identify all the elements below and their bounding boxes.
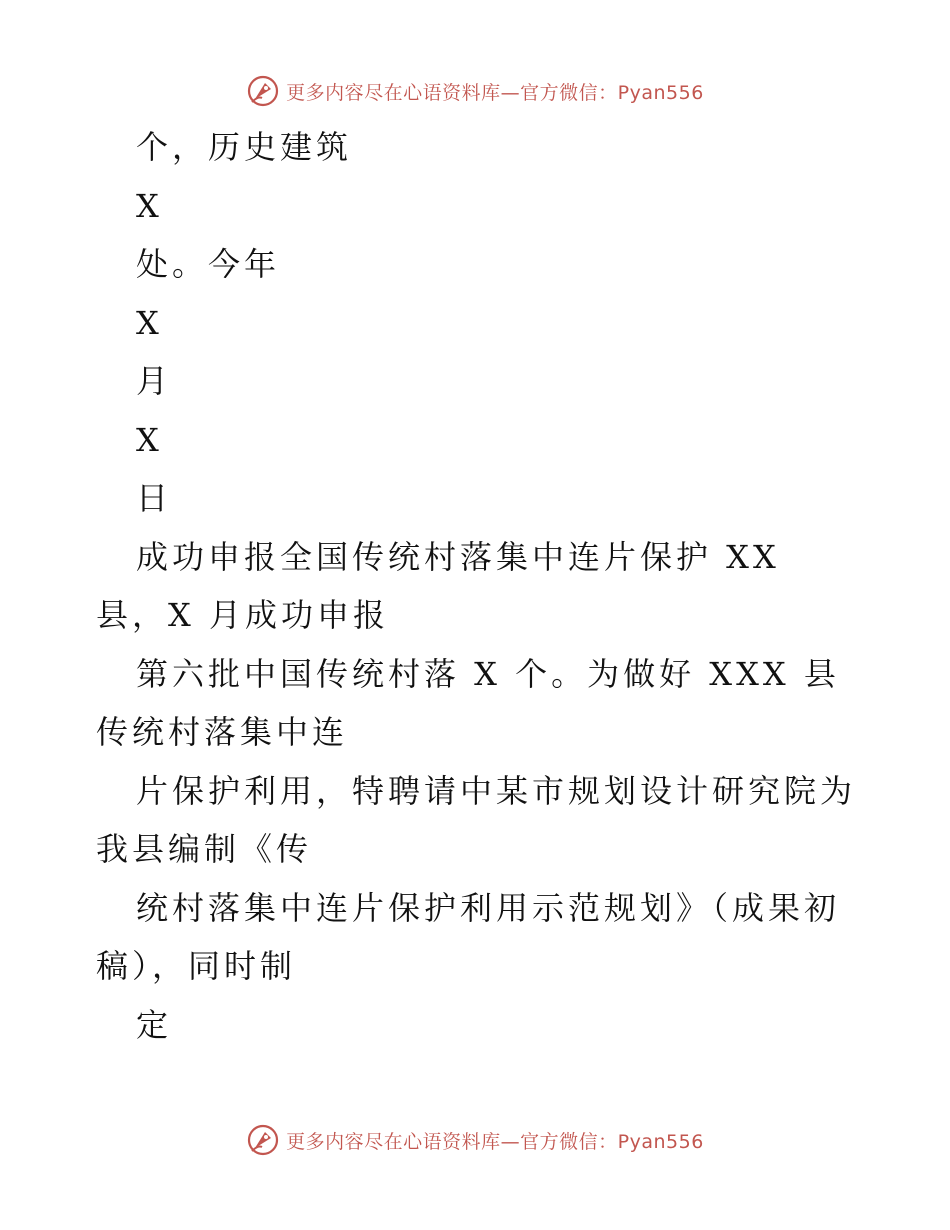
watermark-text: 更多内容尽在心语资料库—官方微信：Pyan556 — [286, 81, 704, 104]
paragraph: X — [136, 420, 163, 459]
paragraph: 成功申报全国传统村落集中连片保护 XX 县，X 月成功申报 — [96, 537, 780, 634]
paragraph: 处。今年 — [136, 245, 281, 283]
paragraph: 日 — [136, 479, 173, 517]
paragraph: 个，历史建筑 — [136, 128, 353, 166]
paragraph: X — [136, 186, 163, 225]
header-watermark — [0, 71, 950, 111]
footer-watermark — [0, 1120, 950, 1160]
watermark-text: 更多内容尽在心语资料库—官方微信：Pyan556 — [286, 1130, 704, 1153]
paragraph: 第六批中国传统村落 X 个。为做好 XXX 县传统村落集中连 — [96, 654, 840, 751]
paragraph: 定 — [136, 1005, 173, 1044]
document-body — [96, 118, 856, 1054]
paragraph: 统村落集中连片保护利用示范规划》（成果初稿），同时制 — [96, 888, 841, 985]
pen-nib-icon — [246, 1123, 280, 1157]
paragraph: 片保护利用，特聘请中某市规划设计研究院为我县编制《传 — [96, 771, 857, 868]
paragraph: 月 — [136, 362, 173, 400]
pen-nib-icon — [246, 74, 280, 108]
paragraph: X — [136, 303, 163, 342]
